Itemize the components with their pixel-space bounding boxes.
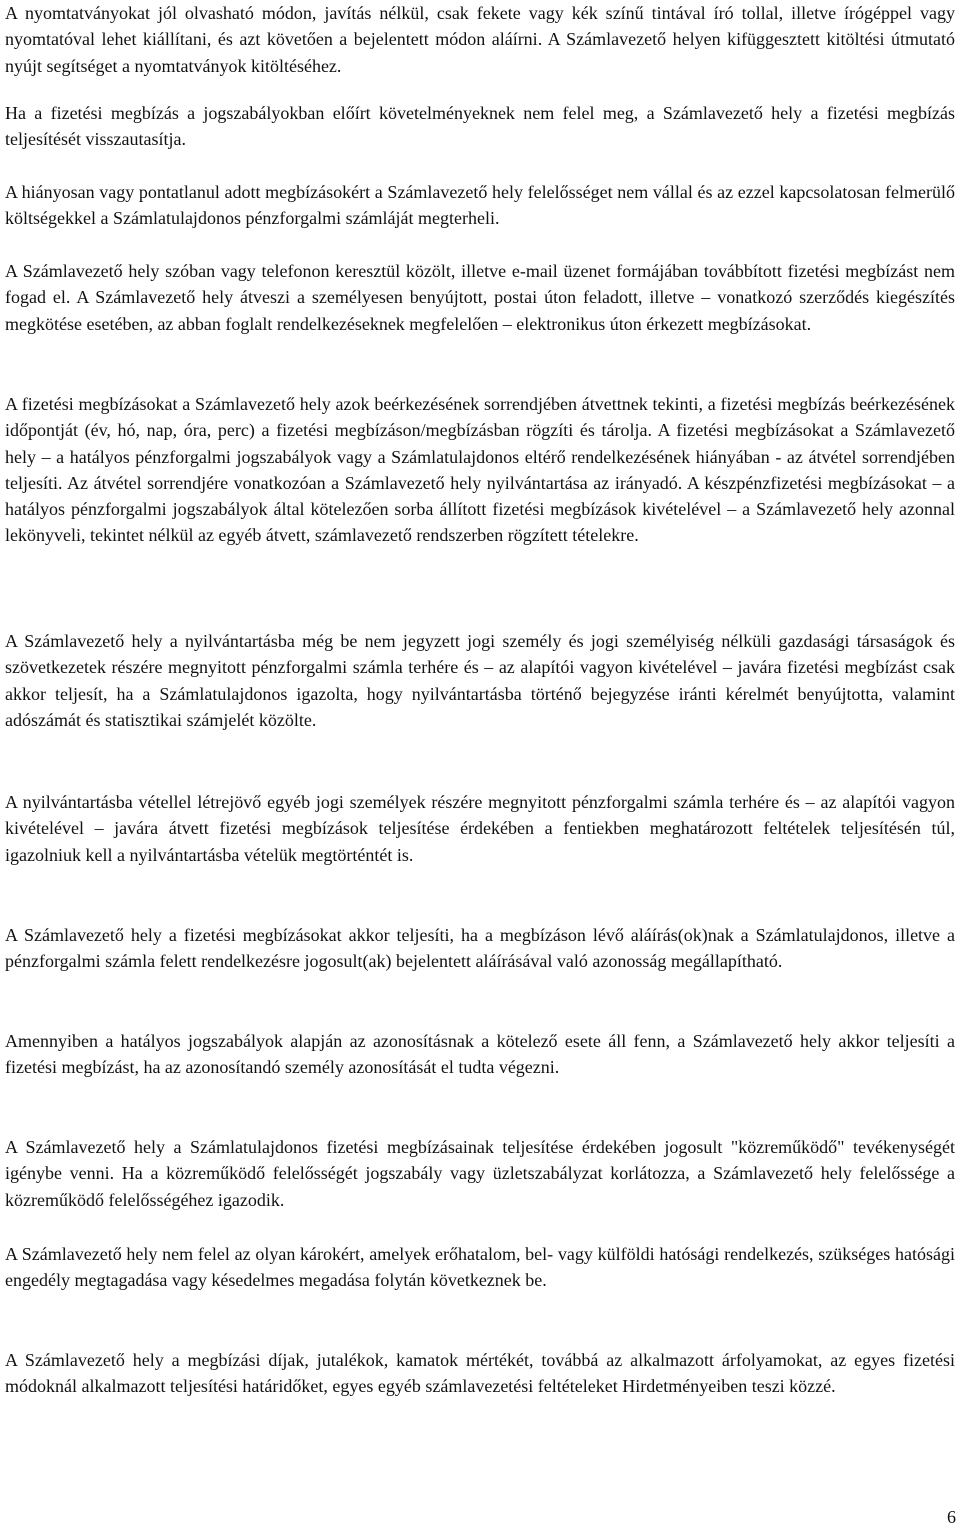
paragraph-registered-entities: A nyilvántartásba vétellel létrejövő egyéb jogi személyek részére megnyitott pénzforgalmi számla terhére és – az alapítói vagyon kivételével – javára átvett fizetési megbízások teljesítése érdekében a fentiekben meghatározott feltételek teljesítésén túl, igazolniuk kell a nyilvántartásba vételük megtörténtét is.	[5, 792, 955, 865]
paragraph-liability-incomplete: A hiányosan vagy pontatlanul adott megbízásokért a Számlavezető hely felelősséget nem vállal és az ezzel kapcsolatosan felmerülő költségekkel a Számlatulajdonos pénzforgalmi számláját megterheli.	[5, 182, 955, 229]
paragraph-form-filling: A nyomtatványokat jól olvasható módon, javítás nélkül, csak fekete vagy kék színű tintával író tollal, illetve írógéppel vagy nyomtatóval lehet kiállítani, és azt követően a bejelentett módon aláírni. A Számlavezető helyen kifüggesztett kitöltési útmutató nyújt segítséget a nyomtatványok kitöltéséhez.	[5, 3, 955, 76]
paragraph-fees-announcement: A Számlavezető hely a megbízási díjak, jutalékok, kamatok mértékét, továbbá az alkalmazott árfolyamokat, az egyes fizetési módoknál alkalmazott teljesítési határidőket, egyes egyéb számlavezetési feltételeket Hirdetményeiben teszi közzé.	[5, 1350, 955, 1397]
paragraph-identification: Amennyiben a hatályos jogszabályok alapján az azonosításnak a kötelező esete áll fenn, a Számlavezető hely akkor teljesíti a fizetési megbízást, ha az azonosítandó személy azonosítását el tudta végezni.	[5, 1031, 955, 1078]
paragraph-signature-check: A Számlavezető hely a fizetési megbízásokat akkor teljesíti, ha a megbízáson lévő aláírás(ok)nak a Számlatulajdonos, illetve a pénzforgalmi számla felett rendelkezésre jogosult(ak) bejelentett aláírásával való azonosság megállapítható.	[5, 925, 955, 972]
paragraph-acceptance-channels: A Számlavezető hely szóban vagy telefonon keresztül közölt, illetve e-mail üzenet formájában továbbított fizetési megbízást nem fogad el. A Számlavezető hely átveszi a személyesen benyújtott, postai úton feladott, illetve – vonatkozó szerződés kiegészítés megkötése esetében, az abban foglalt rendelkezéseknek megfelelően – elektronikus úton érkezett megbízásokat.	[5, 261, 955, 334]
paragraph-intermediary: A Számlavezető hely a Számlatulajdonos fizetési megbízásainak teljesítése érdekében jogosult "közreműködő" tevékenységét igénybe venni. Ha a közreműködő felelősségét jogszabály vagy üzletszabályzat korlátozza, a Számlavezető hely felelőssége a közreműködő felelősségéhez igazodik.	[5, 1137, 955, 1210]
paragraph-order-processing: A fizetési megbízásokat a Számlavezető hely azok beérkezésének sorrendjében átvettnek tekinti, a fizetési megbízás beérkezésének időpontját (év, hó, nap, óra, perc) a fizetési megbízáson/megbízásban rögzíti és tárolja. A fizetési megbízásokat a Számlavezető hely – a hatályos pénzforgalmi jogszabályok vagy a Számlatulajdonos eltérő rendelkezésének hiányában - az átvétel sorrendjében teljesíti. Az átvétel sorrendjére vonatkozóan a Számlavezető hely nyilvántartása az irányadó. A készpénzfizetési megbízásokat – a hatályos pénzforgalmi jogszabályok által kötelezően sorba állított fizetési megbízások kivételével – a Számlavezető hely azonnal lekönyveli, tekintet nélkül az egyéb átvett, számlavezető rendszerben rögzített tételekre.	[5, 394, 955, 546]
paragraph-rejection: Ha a fizetési megbízás a jogszabályokban előírt követelményeknek nem felel meg, a Számlavezető hely a fizetési megbízás teljesítését visszautasítja.	[5, 103, 955, 150]
page-number: 6	[947, 1507, 956, 1527]
paragraph-unregistered-entities: A Számlavezető hely a nyilvántartásba még be nem jegyzett jogi személy és jogi személyiség nélküli gazdasági társaságok és szövetkezetek részére megnyitott pénzforgalmi számla terhére és – az alapítói vagyon kivételével – javára fizetési megbízást csak akkor teljesít, ha a Számlatulajdonos igazolta, hogy nyilvántartásba történő bejegyzése iránti kérelmét benyújtotta, valamint adószámát és statisztikai számjelét közölte.	[5, 631, 955, 730]
paragraph-force-majeure: A Számlavezető hely nem felel az olyan károkért, amelyek erőhatalom, bel- vagy külföldi hatósági rendelkezés, szükséges hatósági engedély megtagadása vagy késedelmes megadása folytán következnek be.	[5, 1244, 955, 1291]
